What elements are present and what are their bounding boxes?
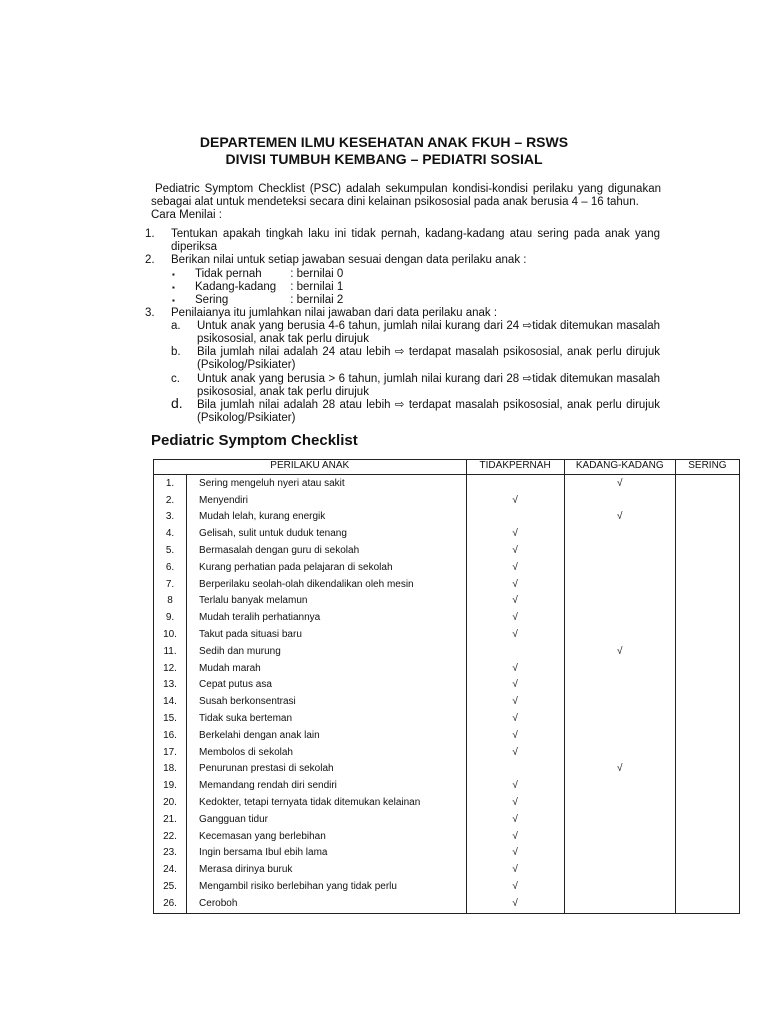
answer-cell-tidak-pernah [466,525,564,542]
table-row [154,492,740,509]
option-name: Kadang-kadang [195,280,277,293]
answer-cell-kadang-kadang [564,845,675,862]
check-mark-icon: √ [512,830,518,842]
header-perilaku-anak: PERILAKU ANAK [154,460,467,475]
behavior-cell: Penurunan prestasi di sekolah [187,761,466,778]
square-bullet-icon: ▪ [172,295,175,305]
answer-cell-tidak-pernah [466,761,564,778]
behavior-cell: Kecemasan yang berlebihan [187,828,466,845]
behavior-cell: Cepat putus asa [187,677,466,694]
checklist-title: Pediatric Symptom Checklist [151,432,358,449]
intro-section [151,183,661,222]
check-mark-icon: √ [512,595,518,607]
table-row [154,525,740,542]
check-mark-icon: √ [512,612,518,624]
check-mark-icon: √ [512,528,518,540]
answer-cell-tidak-pernah [466,593,564,610]
answer-cell-kadang-kadang [564,895,675,914]
option-value: : bernilai 0 [290,267,344,280]
interpretation-item [171,320,660,346]
header-tidak-pernah: TIDAKPERNAH [466,460,564,475]
check-mark-icon: √ [512,679,518,691]
answer-cell-sering [675,895,739,914]
answer-cell-tidak-pernah [466,609,564,626]
answer-cell-sering [675,525,739,542]
checklist-body [154,475,740,914]
table-row [154,794,740,811]
answer-cell-tidak-pernah [466,744,564,761]
check-mark-icon: √ [512,662,518,674]
check-mark-icon: √ [512,746,518,758]
table-row [154,677,740,694]
row-number: 17. [154,744,187,761]
check-mark-icon: √ [512,494,518,506]
behavior-cell: Sering mengeluh nyeri atau sakit [187,475,466,492]
answer-cell-kadang-kadang [564,593,675,610]
answer-cell-kadang-kadang [564,509,675,526]
answer-cell-tidak-pernah [466,811,564,828]
behavior-cell: Takut pada situasi baru [187,626,466,643]
behavior-cell: Mengambil risiko berlebihan yang tidak perlu [187,878,466,895]
answer-cell-kadang-kadang [564,576,675,593]
option-value: : bernilai 1 [290,280,344,293]
answer-cell-tidak-pernah [466,693,564,710]
table-row [154,626,740,643]
row-number: 2. [154,492,187,509]
row-number: 22. [154,828,187,845]
check-mark-icon: √ [512,780,518,792]
score-options [171,268,660,307]
score-option [171,294,660,307]
answer-cell-kadang-kadang [564,525,675,542]
table-row [154,845,740,862]
answer-cell-kadang-kadang [564,559,675,576]
answer-cell-sering [675,777,739,794]
table-row [154,509,740,526]
row-number: 24. [154,861,187,878]
document-header [0,134,768,168]
item-text: Bila jumlah nilai adalah 28 atau lebih ⇨ terdapat masalah psikososial, anak perlu dirujuk (Psikolog/Psikiater) [197,399,660,425]
row-number: 4. [154,525,187,542]
answer-cell-kadang-kadang [564,828,675,845]
row-number: 15. [154,710,187,727]
check-mark-icon: √ [512,797,518,809]
answer-cell-kadang-kadang [564,492,675,509]
table-header-row [154,460,740,475]
step-text: Tentukan apakah tingkah laku ini tidak pernah, kadang-kadang atau sering pada anak yang diperiksa [171,228,660,254]
cara-menilai-label: Cara Menilai : [151,209,222,221]
table-row [154,710,740,727]
row-number: 9. [154,609,187,626]
answer-cell-tidak-pernah [466,626,564,643]
behavior-cell: Susah berkonsentrasi [187,693,466,710]
behavior-cell: Berperilaku seolah-olah dikendalikan oleh mesin [187,576,466,593]
answer-cell-tidak-pernah [466,576,564,593]
table-row [154,777,740,794]
answer-cell-sering [675,593,739,610]
answer-cell-kadang-kadang [564,609,675,626]
answer-cell-kadang-kadang [564,475,675,492]
answer-cell-sering [675,492,739,509]
intro-paragraph: Pediatric Symptom Checklist (PSC) adalah sekumpulan kondisi-kondisi perilaku yang digunakan sebagai alat untuk mendeteksi secara dini kelainan psikososial pada anak berusia 4 – 16 tahun. [151,183,661,208]
table-row [154,593,740,610]
check-mark-icon: √ [512,578,518,590]
answer-cell-tidak-pernah [466,861,564,878]
behavior-cell: Memandang rendah diri sendiri [187,777,466,794]
answer-cell-kadang-kadang [564,660,675,677]
behavior-cell: Tidak suka berteman [187,710,466,727]
answer-cell-sering [675,845,739,862]
answer-cell-tidak-pernah [466,895,564,914]
behavior-cell: Merasa dirinya buruk [187,861,466,878]
row-number: 21. [154,811,187,828]
step-number: 2. [145,254,155,267]
row-number: 23. [154,845,187,862]
answer-cell-tidak-pernah [466,559,564,576]
answer-cell-kadang-kadang [564,626,675,643]
answer-cell-tidak-pernah [466,475,564,492]
answer-cell-sering [675,744,739,761]
row-number: 14. [154,693,187,710]
check-mark-icon: √ [512,561,518,573]
answer-cell-tidak-pernah [466,643,564,660]
row-number: 13. [154,677,187,694]
answer-cell-tidak-pernah [466,878,564,895]
answer-cell-sering [675,559,739,576]
check-mark-icon: √ [512,881,518,893]
answer-cell-tidak-pernah [466,542,564,559]
answer-cell-sering [675,761,739,778]
table-row [154,895,740,914]
check-mark-icon: √ [512,898,518,910]
answer-cell-sering [675,828,739,845]
check-mark-icon: √ [512,847,518,859]
answer-cell-sering [675,677,739,694]
interpretation-list [171,320,660,426]
table-row [154,576,740,593]
answer-cell-sering [675,811,739,828]
answer-cell-kadang-kadang [564,794,675,811]
check-mark-icon: √ [512,696,518,708]
answer-cell-kadang-kadang [564,878,675,895]
table-row [154,542,740,559]
symptom-checklist-table [153,459,740,914]
interpretation-item [171,373,660,399]
answer-cell-kadang-kadang [564,861,675,878]
row-number: 10. [154,626,187,643]
behavior-cell: Berkelahi dengan anak lain [187,727,466,744]
step-number: 1. [145,228,155,240]
answer-cell-tidak-pernah [466,828,564,845]
behavior-cell: Kurang perhatian pada pelajaran di sekolah [187,559,466,576]
answer-cell-tidak-pernah [466,727,564,744]
step-item [145,254,660,306]
check-mark-icon: √ [617,763,623,775]
answer-cell-kadang-kadang [564,710,675,727]
check-mark-icon: √ [512,813,518,825]
answer-cell-sering [675,861,739,878]
option-name: Sering [195,293,229,306]
table-row [154,811,740,828]
answer-cell-sering [675,660,739,677]
item-letter: a. [171,319,181,332]
table-row [154,643,740,660]
square-bullet-icon: ▪ [172,282,175,292]
answer-cell-sering [675,475,739,492]
square-bullet-icon: ▪ [172,269,175,279]
row-number: 12. [154,660,187,677]
table-row [154,727,740,744]
answer-cell-kadang-kadang [564,693,675,710]
score-option [171,281,660,294]
behavior-cell: Mudah marah [187,660,466,677]
check-mark-icon: √ [512,729,518,741]
step-text: Berikan nilai untuk setiap jawaban sesuai dengan data perilaku anak : [171,254,527,267]
step-number: 3. [145,306,155,319]
answer-cell-kadang-kadang [564,542,675,559]
answer-cell-tidak-pernah [466,777,564,794]
table-row [154,559,740,576]
row-number: 1. [154,475,187,492]
item-text: Bila jumlah nilai adalah 24 atau lebih ⇨ terdapat masalah psikososial, anak perlu dirujuk (Psikolog/Psikiater) [197,346,660,372]
row-number: 20. [154,794,187,811]
division-title: DIVISI TUMBUH KEMBANG – PEDIATRI SOSIAL [225,151,543,167]
item-letter: b. [171,346,181,359]
row-number: 25. [154,878,187,895]
step-item [145,307,660,426]
answer-cell-tidak-pernah [466,509,564,526]
row-number: 19. [154,777,187,794]
answer-cell-sering [675,794,739,811]
item-letter: d. [171,395,183,412]
check-mark-icon: √ [512,713,518,725]
answer-cell-sering [675,626,739,643]
option-value: : bernilai 2 [290,293,344,306]
check-mark-icon: √ [617,645,623,657]
answer-cell-tidak-pernah [466,710,564,727]
score-option [171,268,660,281]
behavior-cell: Bermasalah dengan guru di sekolah [187,542,466,559]
answer-cell-kadang-kadang [564,777,675,794]
step-text: Penilaianya itu jumlahkan nilai jawaban dari data perilaku anak : [171,306,498,319]
table-row [154,878,740,895]
behavior-cell: Terlalu banyak melamun [187,593,466,610]
behavior-cell: Kedokter, tetapi ternyata tidak ditemukan kelainan [187,794,466,811]
answer-cell-tidak-pernah [466,492,564,509]
table-row [154,744,740,761]
behavior-cell: Mudah lelah, kurang energik [187,509,466,526]
scoring-steps [145,228,660,425]
department-title: DEPARTEMEN ILMU KESEHATAN ANAK FKUH – RSWS [199,134,569,150]
row-number: 18. [154,761,187,778]
interpretation-item [171,395,660,425]
check-mark-icon: √ [617,511,623,523]
check-mark-icon: √ [512,545,518,557]
check-mark-icon: √ [512,864,518,876]
behavior-cell: Sedih dan murung [187,643,466,660]
row-number: 26. [154,895,187,914]
behavior-cell: Membolos di sekolah [187,744,466,761]
answer-cell-sering [675,878,739,895]
answer-cell-kadang-kadang [564,761,675,778]
behavior-cell: Mudah teralih perhatiannya [187,609,466,626]
answer-cell-tidak-pernah [466,845,564,862]
item-letter: c. [171,372,180,385]
header-kadang-kadang: KADANG-KADANG [564,460,675,475]
item-text: Untuk anak yang berusia > 6 tahun, jumlah nilai kurang dari 28 ⇨tidak ditemukan masalah psikososial, anak tak perlu dirujuk [197,372,660,398]
table-row [154,861,740,878]
row-number: 6. [154,559,187,576]
answer-cell-tidak-pernah [466,794,564,811]
check-mark-icon: √ [617,477,623,489]
table-row [154,609,740,626]
behavior-cell: Ingin bersama Ibul ebih lama [187,845,466,862]
table-row [154,475,740,492]
row-number: 8 [154,593,187,610]
answer-cell-sering [675,542,739,559]
behavior-cell: Gangguan tidur [187,811,466,828]
table-row [154,761,740,778]
answer-cell-kadang-kadang [564,811,675,828]
step-item [145,228,660,254]
answer-cell-kadang-kadang [564,677,675,694]
interpretation-item [171,346,660,372]
answer-cell-sering [675,710,739,727]
table-row [154,693,740,710]
header-sering: SERING [675,460,739,475]
answer-cell-sering [675,727,739,744]
row-number: 7. [154,576,187,593]
check-mark-icon: √ [512,629,518,641]
behavior-cell: Ceroboh [187,895,466,914]
answer-cell-tidak-pernah [466,660,564,677]
answer-cell-kadang-kadang [564,643,675,660]
table-row [154,660,740,677]
table-row [154,828,740,845]
answer-cell-tidak-pernah [466,677,564,694]
behavior-cell: Menyendiri [187,492,466,509]
answer-cell-kadang-kadang [564,727,675,744]
item-text: Untuk anak yang berusia 4-6 tahun, jumlah nilai kurang dari 24 ⇨tidak ditemukan masalah psikososial, anak tak perlu dirujuk [197,319,660,346]
answer-cell-sering [675,643,739,660]
answer-cell-sering [675,693,739,710]
answer-cell-sering [675,609,739,626]
behavior-cell: Gelisah, sulit untuk duduk tenang [187,525,466,542]
answer-cell-sering [675,576,739,593]
answer-cell-kadang-kadang [564,744,675,761]
answer-cell-sering [675,509,739,526]
row-number: 16. [154,727,187,744]
row-number: 5. [154,542,187,559]
option-name: Tidak pernah [195,267,262,280]
row-number: 11. [154,643,187,660]
row-number: 3. [154,509,187,526]
